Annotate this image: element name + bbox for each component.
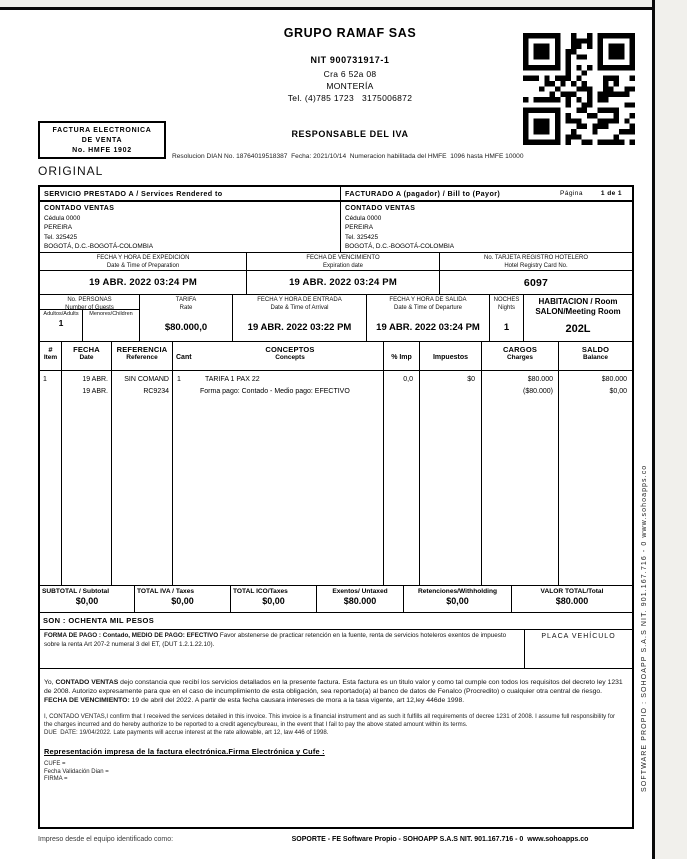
nights-cell bbox=[490, 295, 524, 341]
item-concept-line: Forma pago: Contado - Medio pago: EFECTIVO bbox=[200, 387, 350, 395]
guests-label-es: No. PERSONAS bbox=[67, 297, 112, 303]
balance-line: $0,00 bbox=[609, 387, 627, 395]
totals-row bbox=[40, 586, 632, 613]
items-table bbox=[40, 342, 632, 586]
rate-value: $80.000,0 bbox=[164, 321, 208, 333]
item-date-header-en: Date bbox=[79, 354, 94, 361]
item-reference-line: SIN COMAND bbox=[124, 376, 169, 383]
quantity-header: Cant bbox=[176, 354, 192, 361]
withholding-cell bbox=[404, 586, 512, 612]
departure-value: 19 ABR. 2022 03:24 PM bbox=[376, 321, 480, 333]
service-rendered-body bbox=[40, 202, 340, 252]
col-item-date bbox=[62, 342, 112, 585]
room-value: 202L bbox=[565, 323, 591, 335]
total-ico-label: TOTAL ICO/Taxes bbox=[233, 588, 288, 595]
guests-cell bbox=[40, 295, 140, 341]
service-rendered-header: SERVICIO PRESTADO A / Services Rendered to bbox=[40, 187, 340, 202]
nights-label-es: NOCHES bbox=[493, 297, 520, 303]
subtotal-cell bbox=[40, 586, 135, 612]
item-number-header bbox=[40, 342, 61, 371]
adults-label: Adultos/Adults bbox=[43, 311, 79, 317]
guests-subrow bbox=[40, 310, 139, 341]
total-iva-value: $0,00 bbox=[171, 596, 194, 606]
expiration-date-label-es: FECHA DE VENCIMIENTO bbox=[306, 255, 380, 261]
item-concept-line: TARIFA 1 PAX 22 bbox=[205, 376, 260, 383]
item-date-line: 19 ABR. bbox=[82, 387, 108, 395]
customer-country: BOGOTÁ, D.C.-BOGOTÁ-COLOMBIA bbox=[44, 243, 154, 250]
payer-country: BOGOTÁ, D.C.-BOGOTÁ-COLOMBIA bbox=[345, 243, 455, 250]
total-iva-label: TOTAL IVA / Taxes bbox=[137, 588, 195, 595]
concepts-header-en: Concepts bbox=[275, 354, 305, 361]
service-rendered-cell bbox=[40, 187, 341, 252]
total-iva-cell bbox=[135, 586, 231, 612]
original-label: ORIGINAL bbox=[38, 164, 104, 178]
charges-line: ($80.000) bbox=[523, 387, 553, 395]
vehicle-plate-cell: PLACA VEHÍCULO bbox=[541, 633, 616, 640]
room-label-es: HABITACION / Room bbox=[538, 297, 618, 306]
concepts-header bbox=[173, 342, 383, 371]
item-reference-header-en: Reference bbox=[126, 354, 158, 361]
payment-row bbox=[40, 630, 632, 669]
company-header bbox=[130, 26, 570, 104]
stay-row bbox=[40, 295, 632, 342]
arrival-header bbox=[233, 295, 366, 313]
invoice-type-line2: DE VENTA bbox=[81, 137, 123, 144]
expiration-date-label-en: Expiration date bbox=[322, 262, 364, 269]
col-charges bbox=[482, 342, 559, 585]
rate-cell bbox=[140, 295, 233, 341]
grand-total-label: VALOR TOTAL/Total bbox=[540, 588, 604, 595]
room-cell bbox=[524, 295, 632, 341]
item-number-header-es: # bbox=[48, 345, 53, 354]
col-item-reference bbox=[112, 342, 173, 585]
legal-paragraph-en: I, CONTADO VENTAS,I confirm that I received the services detailed in this invoice. This invoice is a financial instrument and as such it fulfills all requirements of decree 1231 of 2008. I assume full responsibility for the charges incurred and do hereby authorize to be reported to a credit agency/bureau, in the event that I fail to pay the above stated amount within its terms. bbox=[44, 712, 616, 728]
legal-es-pre: Yo, bbox=[44, 679, 56, 686]
nights-value: 1 bbox=[503, 321, 510, 333]
bill-to-cell bbox=[341, 187, 632, 252]
total-ico-cell bbox=[231, 586, 317, 612]
expiration-date-header bbox=[247, 253, 439, 271]
legal-es-rest: dejo constancia que recibí los servicios detallados en la presente factura. Esta factura es un titulo valor y como tal cumple con todos los requisitos del decreto ley 1231 de 2008. Autorizo expresamente para que en el caso de incumplimiento de esta obligación, sea reportado(a) al banco de datos de Fenalco (Procredito) o cualquier otra central de riesgo. bbox=[44, 679, 623, 696]
page-indicator bbox=[560, 190, 628, 197]
invoice-frame bbox=[38, 185, 634, 829]
item-reference-line: RC9234 bbox=[143, 387, 169, 395]
legal-block bbox=[40, 669, 632, 827]
parties-row bbox=[40, 187, 632, 253]
payer-name: CONTADO VENTAS bbox=[345, 205, 416, 212]
bill-to-title: FACTURADO A (pagador) / Bill to (Payor) bbox=[345, 189, 501, 198]
printed-from-label: Impreso desde el equipo identificado como: bbox=[38, 836, 174, 843]
departure-label-es: FECHA Y HORA DE SALIDA bbox=[389, 297, 467, 303]
registry-card-cell bbox=[440, 253, 632, 294]
concepts-header-es: CONCEPTOS bbox=[265, 345, 315, 354]
untaxed-cell bbox=[317, 586, 404, 612]
page-edge-top bbox=[0, 0, 687, 7]
invoice-number-box bbox=[38, 121, 166, 159]
due-date-rest-es: 19 de abril del 2022. A partir de esta fecha causara intereses de mora a la tasa vigente, art 12,ley 446de 1998. bbox=[129, 697, 465, 705]
payment-method: FORMA DE PAGO : Contado, MEDIO DE PAGO: EFECTIVO bbox=[44, 632, 219, 639]
legal-es-name: CONTADO VENTAS bbox=[55, 679, 119, 686]
col-concepts bbox=[173, 342, 384, 585]
page-label: Página bbox=[559, 190, 583, 197]
taxes-value: $0 bbox=[467, 376, 475, 383]
page-edge-top-line bbox=[0, 7, 687, 10]
charges-header-es: CARGOS bbox=[502, 345, 538, 354]
registry-card-value: 6097 bbox=[523, 276, 549, 289]
bill-to-body bbox=[341, 202, 632, 252]
company-phone: Tel. (4)785 1723 3175006872 bbox=[287, 93, 413, 103]
page-value: 1 de 1 bbox=[600, 190, 622, 197]
item-reference-header-es: REFERENCIA bbox=[116, 345, 168, 354]
registry-card-header bbox=[440, 253, 632, 271]
item-reference-values bbox=[112, 371, 172, 585]
dates-row bbox=[40, 253, 632, 295]
issue-date-header bbox=[40, 253, 246, 271]
arrival-label-en: Date & Time of Arrival bbox=[270, 304, 329, 311]
untaxed-label: Exentos/ Untaxed bbox=[332, 588, 388, 595]
invoice-type-line1: FACTURA ELECTRONICA bbox=[52, 127, 152, 134]
iva-status: RESPONSABLE DEL IVA bbox=[291, 129, 409, 139]
issue-date-label-en: Date & Time of Preparation bbox=[106, 262, 180, 269]
withholding-value: $0,00 bbox=[446, 596, 469, 606]
charges-line: $80.000 bbox=[527, 376, 553, 383]
balance-header-en: Balance bbox=[583, 354, 608, 361]
departure-label-en: Date & Time of Departure bbox=[393, 304, 463, 311]
due-date-line-en: DUE DATE: 19/04/2022. Late payments will accrue interest at the rate allowable, art 12, law 446 of 1998. bbox=[44, 729, 329, 737]
subtotal-value: $0,00 bbox=[75, 596, 99, 606]
payer-id: Cédula 0000 bbox=[345, 214, 382, 222]
dian-validation-line: Fecha Validación Dian = bbox=[44, 768, 109, 775]
arrival-label-es: FECHA Y HORA DE ENTRADA bbox=[257, 297, 342, 303]
children-cell bbox=[83, 310, 139, 341]
charges-header bbox=[482, 342, 558, 371]
electronic-signature-heading: Representación impresa de la factura electrónica.Firma Electrónica y Cufe : bbox=[44, 747, 325, 757]
cufe-line: CUFE = bbox=[44, 761, 66, 768]
company-city: MONTERÍA bbox=[326, 81, 374, 91]
item-quantity: 1 bbox=[177, 376, 181, 383]
customer-name: CONTADO VENTAS bbox=[44, 205, 115, 212]
balance-values bbox=[559, 371, 632, 585]
col-tax-percent bbox=[384, 342, 420, 585]
due-date-line-es bbox=[44, 696, 624, 705]
tax-percent-header: % Imp bbox=[384, 342, 419, 371]
item-number-header-en: Item bbox=[43, 354, 58, 361]
nights-header bbox=[490, 295, 523, 313]
rate-header bbox=[140, 295, 232, 313]
customer-id: Cédula 0000 bbox=[44, 214, 81, 222]
expiration-date-value: 19 ABR. 2022 03:24 PM bbox=[289, 277, 397, 288]
legal-paragraph-es bbox=[44, 678, 624, 696]
charges-header-en: Charges bbox=[506, 354, 533, 361]
room-header bbox=[524, 295, 632, 317]
withholding-label: Retenciones/Withholding bbox=[417, 588, 498, 595]
item-concept bbox=[197, 374, 383, 585]
registry-card-label-es: No. TARJETA REGISTRO HOTELERO bbox=[483, 255, 589, 261]
expiration-date-cell bbox=[247, 253, 440, 294]
col-taxes bbox=[420, 342, 482, 585]
balance-header bbox=[559, 342, 632, 371]
balance-line: $80.000 bbox=[601, 376, 627, 383]
payer-tel: Tel. 325425 bbox=[345, 233, 379, 241]
arrival-cell bbox=[233, 295, 367, 341]
issue-date-label-es: FECHA Y HORA DE EXPEDICION bbox=[96, 255, 190, 261]
bill-to-header bbox=[341, 187, 632, 202]
amount-in-words: SON : OCHENTA MIL PESOS bbox=[40, 613, 632, 630]
customer-tel: Tel. 325425 bbox=[44, 233, 78, 241]
departure-cell bbox=[367, 295, 490, 341]
payer-city: PEREIRA bbox=[345, 224, 374, 231]
payment-terms bbox=[40, 630, 525, 668]
total-ico-value: $0,00 bbox=[262, 596, 285, 606]
concept-body bbox=[173, 371, 383, 585]
item-reference-header bbox=[112, 342, 172, 371]
tax-percent-value: 0,0 bbox=[403, 376, 413, 383]
dian-resolution: Resolucion DIAN No. 18764019518387 Fecha: 2021/10/14 Numeracion habilitada del HMFE 1096 hasta HMFE 10000 bbox=[172, 153, 524, 160]
col-item-number bbox=[40, 342, 62, 585]
item-date-header-es: FECHA bbox=[73, 345, 100, 354]
issue-date-value: 19 ABR. 2022 03:24 PM bbox=[89, 277, 197, 288]
registry-card-label-en: Hotel Registry Card No. bbox=[504, 262, 568, 269]
support-footer: SOPORTE - FE Software Propio - SOHOAPP S.A.S NIT. 901.167.716 - 0 www.sohoapps.co bbox=[291, 836, 589, 843]
adults-value: 1 bbox=[58, 318, 64, 328]
rate-label-en: Rate bbox=[179, 304, 193, 311]
rate-label-es: TARIFA bbox=[175, 297, 197, 303]
col-balance bbox=[559, 342, 632, 585]
arrival-value: 19 ABR. 2022 03:22 PM bbox=[247, 321, 352, 333]
departure-header bbox=[367, 295, 489, 313]
untaxed-value: $80.000 bbox=[343, 596, 377, 606]
company-name: GRUPO RAMAF SAS bbox=[283, 26, 417, 40]
invoice-number: No. HMFE 1902 bbox=[72, 147, 132, 154]
balance-header-es: SALDO bbox=[581, 345, 610, 354]
children-label: Menores/Children bbox=[89, 311, 133, 317]
company-nit: NIT 900731917-1 bbox=[310, 55, 390, 65]
taxes-header: Impuestos bbox=[420, 342, 481, 371]
company-address: Cra 6 52a 08 bbox=[323, 69, 377, 79]
due-date-label-es: FECHA DE VENCIMIENTO: bbox=[44, 697, 130, 705]
page-edge-right bbox=[655, 0, 687, 859]
item-date-line: 19 ABR. bbox=[82, 376, 108, 383]
payment-note: Favor abstenerse de practicar retención en la fuente, renta de servicios hoteleros exentos de impuesto sobre la renta Art 207-2 numeral 3 del ET, (DUT 1.2.1.22.10). bbox=[44, 632, 507, 648]
grand-total-cell bbox=[512, 586, 632, 612]
signature-line: FIRMA = bbox=[44, 776, 68, 783]
item-number-value: 1 bbox=[43, 376, 47, 383]
nights-label-en: Nights bbox=[497, 304, 515, 311]
subtotal-label: SUBTOTAL / Subtotal bbox=[42, 588, 110, 595]
software-side-text: SOFTWARE PROPIO : SOHOAPP S.A.S NIT. 901.167.716 - 0 www.sohoapps.co bbox=[641, 464, 648, 792]
charges-values bbox=[482, 371, 558, 585]
item-date-header bbox=[62, 342, 111, 371]
issue-date-cell bbox=[40, 253, 247, 294]
customer-city: PEREIRA bbox=[44, 224, 73, 231]
guests-header bbox=[40, 295, 139, 310]
item-date-values bbox=[62, 371, 111, 585]
guests-label-en: Number of Guests bbox=[65, 304, 114, 311]
adults-cell bbox=[40, 310, 83, 341]
room-label-en: SALON/Meeting Room bbox=[535, 306, 621, 316]
grand-total-value: $80.000 bbox=[555, 596, 589, 606]
